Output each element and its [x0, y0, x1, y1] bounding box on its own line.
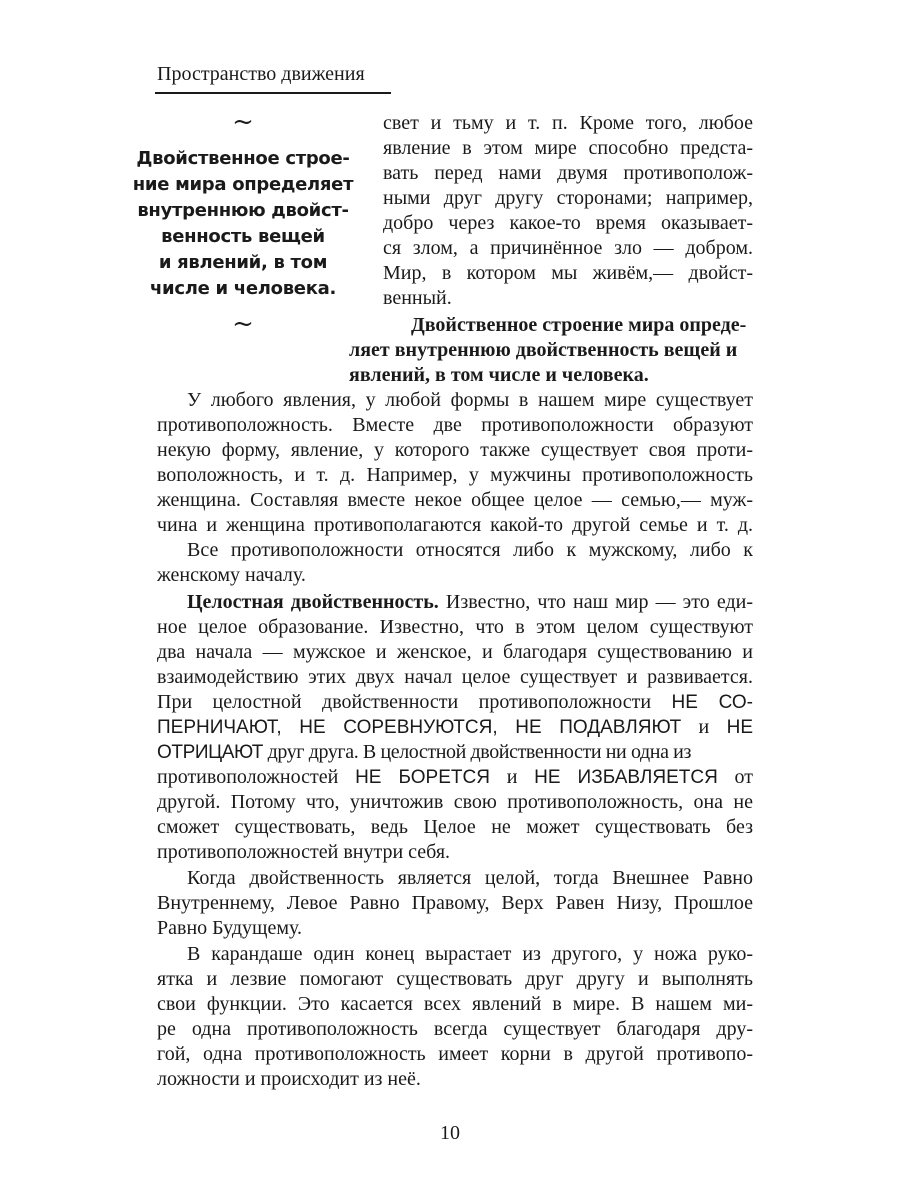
text-line: женскому началу.	[157, 564, 306, 586]
pull-quote-line: Двойственное строе-	[136, 148, 350, 169]
caps-span: НЕ БОРЕТСЯ	[355, 767, 490, 788]
text-line: взаимодействию этих двух начал целое существует и развивается.	[157, 666, 753, 688]
text-line: ятка и лезвие помогают существовать друг другу и выполнять	[157, 968, 753, 990]
text-line: противоположностей внутри себя.	[157, 841, 451, 863]
text-line: гой, одна противоположность имеет корни в другой противопо-	[157, 1043, 753, 1065]
text-line: Равно Будущему.	[157, 917, 302, 939]
text-line: Когда двойственность является целой, тогда Внешнее Равно	[187, 867, 753, 889]
text-line: свет и тьму и т. п. Кроме того, любое	[383, 112, 753, 134]
text-line: женщина. Составляя вместе некое общее целое — семью,— муж-	[157, 489, 753, 511]
text-span: друг друга. В целостной двойственности ни одна из	[267, 741, 691, 763]
text-line: венный.	[383, 287, 452, 309]
emphasis-line: Двойственное строение мира опреде-	[411, 314, 747, 336]
caps-span: НЕ СО-	[671, 692, 753, 713]
text-line: ре одна противоположность всегда существует благодаря дру-	[157, 1018, 753, 1040]
pull-quote-line: числе и человека.	[150, 278, 336, 299]
text-line: ное целое образование. Известно, что в этом целом существуют	[157, 616, 753, 638]
text-span: Известно, что наш мир — это еди-	[445, 591, 753, 613]
text-line: сможет существовать, ведь Целое не может существовать без	[157, 816, 753, 838]
text-line: вать перед нами двумя противополож-	[383, 162, 753, 184]
emphasis-line: явлений, в том числе и человека.	[349, 364, 649, 386]
text-line: свои функции. Это касается всех явлений в мире. В нашем ми-	[157, 993, 753, 1015]
pull-quote-line: внутреннюю двойст-	[137, 200, 349, 221]
text-line: Мир, в котором мы живём,— двойст-	[383, 262, 753, 284]
text-line	[187, 590, 753, 614]
text-line	[157, 715, 753, 740]
text-line	[157, 690, 753, 715]
caps-span: ПЕРНИЧАЮТ, НЕ СОРЕВНУЮТСЯ, НЕ ПОДАВЛЯЮТ	[157, 717, 682, 738]
caps-span: ОТРИЦАЮТ	[157, 742, 263, 763]
text-line	[157, 765, 753, 790]
text-line: другой. Потому что, уничтожив свою противоположность, она не	[157, 791, 753, 813]
text-span: от	[734, 766, 754, 788]
text-line: Все противоположности относятся либо к мужскому, либо к	[187, 539, 753, 561]
text-line: воположность, и т. д. Например, у мужчины противоположность	[157, 464, 753, 486]
section-heading: Целостная двойственность.	[187, 591, 439, 613]
text-line: Внутреннему, Левое Равно Правому, Верх Равен Низу, Прошлое	[157, 892, 753, 914]
caps-span: НЕ	[726, 717, 753, 738]
text-line: два начала — мужское и женское, и благодаря существованию и	[157, 641, 753, 663]
text-line: добро через какое-то время оказывает-	[383, 212, 753, 234]
text-line: В карандаше один конец вырастает из другого, у ножа руко-	[187, 943, 753, 965]
text-span: При целостной двойственности противоположности	[157, 691, 652, 713]
ornament-top-icon: ~	[232, 107, 254, 137]
ornament-bottom-icon: ~	[232, 309, 254, 339]
text-line: У любого явления, у любой формы в нашем мире существует	[187, 389, 753, 411]
text-line: некую форму, явление, у которого также существует своя проти-	[157, 439, 753, 461]
header-rule	[155, 92, 391, 94]
caps-span: НЕ ИЗБАВЛЯЕТСЯ	[534, 767, 718, 788]
text-line: ложности и происходит из неё.	[157, 1068, 421, 1090]
running-header: Пространство движения	[157, 63, 365, 85]
text-line: явление в этом мире способно предста-	[383, 137, 753, 159]
pull-quote-line: венность вещей	[161, 226, 325, 247]
text-span: противоположностей	[157, 766, 339, 788]
text-line: чина и женщина противополагаются какой-то другой семье и т. д.	[157, 514, 753, 536]
pull-quote	[130, 108, 356, 338]
pull-quote-text	[130, 146, 356, 302]
pull-quote-line: ние мира определяет	[132, 174, 354, 195]
text-span: и	[506, 766, 518, 788]
text-line: ся злом, а причинённое зло — добром.	[383, 237, 753, 259]
text-span: и	[698, 716, 710, 738]
text-line: противоположность. Вместе две противоположности образуют	[157, 414, 753, 436]
text-line: ными друг другу сторонами; например,	[383, 187, 753, 209]
text-line	[157, 740, 753, 765]
pull-quote-line: и явлений, в том	[158, 252, 328, 273]
page-number: 10	[440, 1122, 460, 1144]
emphasis-line: ляет внутреннюю двойственность вещей и	[349, 339, 738, 361]
